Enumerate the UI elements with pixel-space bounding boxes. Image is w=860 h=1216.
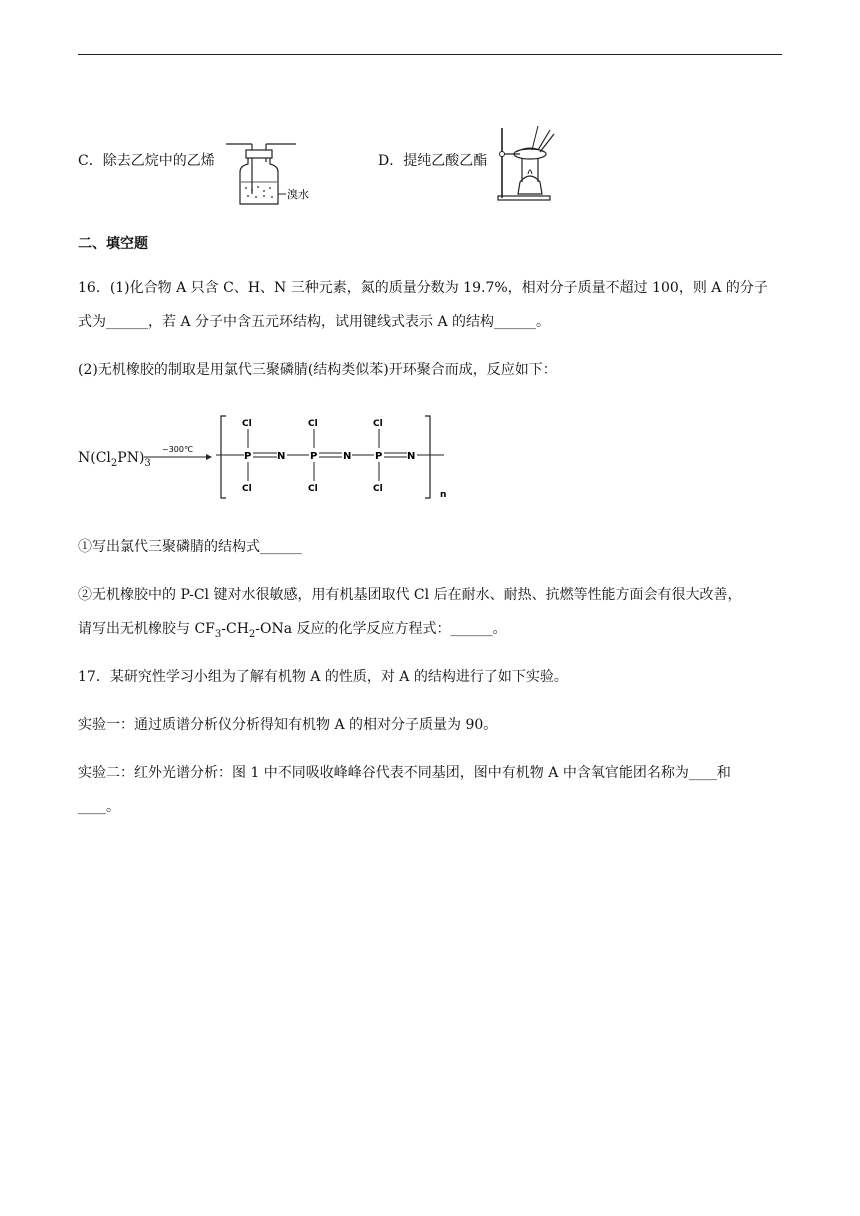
gas-washing-bottle-illustration [226,134,336,210]
left-bracket [221,416,226,498]
bromine-water-label: 溴水 [287,188,309,201]
section-title: 二、填空题 [78,236,148,252]
atom-n-3: N [407,451,416,462]
distillation-apparatus-illustration [494,124,558,204]
q16-sub1: ①写出氯代三聚磷腈的结构式______ [78,539,302,555]
q17-intro: 17．某研究性学习小组为了解有机物 A 的性质，对 A 的结构进行了如下实验。 [78,669,568,685]
option-d-text: D．提纯乙酸乙酯 [378,153,488,169]
q16-sub2-line2: 请写出无机橡胶与 $CF_3-CH_2$-ONa 反应的化学反应方程式：______。 [78,621,507,640]
q16-part2-intro: (2)无机橡胶的制取是用氯代三聚磷腈(结构类似苯)开环聚合而成，反应如下： [78,362,557,378]
header-rule [78,54,782,55]
atom-p-2: P [310,451,318,462]
option-c-text: C．除去乙烷中的乙烯 [78,153,215,169]
atom-p-1: P [244,451,252,462]
reaction-scheme [78,410,478,510]
q16-sub2-line1: ②无机橡胶中的 P-Cl 键对水很敏感，用有机基团取代 Cl 后在耐水、耐热、抗燃等性能方面会有很大改善， [78,587,742,603]
atom-n-1: N [277,451,286,462]
reactant-formula: $N(Cl_2PN)_3$ [78,450,151,469]
atom-cl-bottom-2: Cl [308,484,318,494]
q16-part1-line1: 16．(1)化合物 A 只含 C、H、N 三种元素，氮的质量分数为 19.7%，相对分子质量不超过 100，则 A 的分子 [78,280,768,296]
atom-cl-bottom-1: Cl [242,484,252,494]
atom-n-2: N [343,451,352,462]
right-bracket [425,416,430,498]
atom-cl-top-2: Cl [308,419,318,429]
atom-p-3: P [375,451,383,462]
atom-cl-top-3: Cl [373,419,383,429]
atom-cl-bottom-3: Cl [373,484,383,494]
reaction-condition: ~300℃ [162,445,193,454]
q17-experiment2-line1: 实验二：红外光谱分析：图 1 中不同吸收峰峰谷代表不同基团，图中有机物 A 中含氧官能团名称为____和 [78,765,731,781]
atom-cl-top-1: Cl [242,419,252,429]
q16-part1-line2: 式为______，若 A 分子中含五元环结构，试用键线式表示 A 的结构______。 [78,314,551,330]
q17-experiment2-line2: ____。 [78,799,120,815]
reaction-arrow-icon [144,454,212,460]
repeat-subscript-n: n [440,490,447,500]
q17-experiment1: 实验一：通过质谱分析仪分析得知有机物 A 的相对分子质量为 90。 [78,717,498,733]
